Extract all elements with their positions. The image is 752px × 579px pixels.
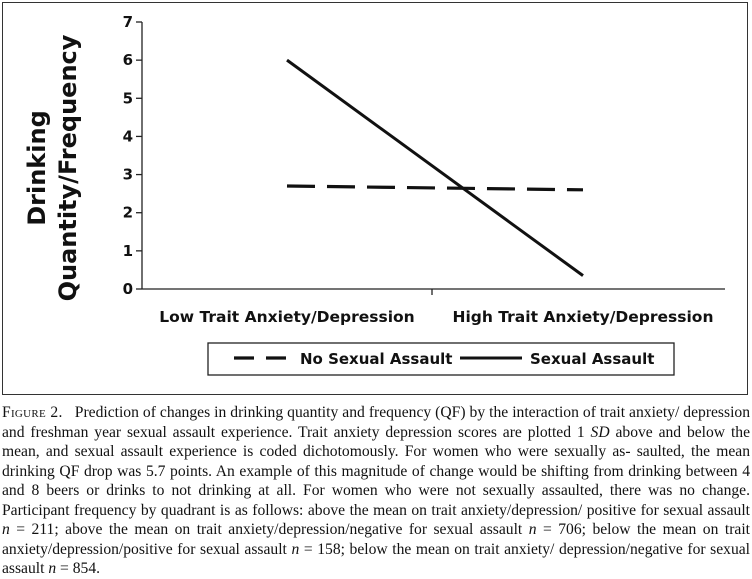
caption-italic-term: n <box>291 540 300 558</box>
series-line-sexual-assault <box>287 60 583 276</box>
y-tick-label: 5 <box>122 89 133 108</box>
series-line-no-sexual-assault <box>287 186 583 190</box>
caption-italic-term: n <box>48 560 57 577</box>
y-tick-label: 3 <box>122 165 133 184</box>
y-tick-label: 7 <box>122 13 133 31</box>
caption-italic-term: SD <box>590 423 610 441</box>
caption-body <box>2 404 750 577</box>
legend-label: No Sexual Assault <box>300 350 453 368</box>
y-tick-label: 6 <box>122 51 133 70</box>
caption-text: Prediction of changes in drinking quantity and frequency (QF) by the interaction of trait anxiety/ depression and freshman year sexual assault experience. Trait anxiety depression scores are plotted 1 <box>2 404 750 441</box>
caption-text: above and below the mean, and sexual assault experience is coded dichotomously. For women who were sexually as- saulted, the mean drinking QF drop was 5.7 points. An example of this magnitude of change would be shifting from drinking between 4 and 8 beers or drinks to not drinking at all. For women who were not sexually assaulted, there was no change. Participant frequency by quadrant is as follows: above the mean on trait anxiety/depression/ positive for sexual assault <box>2 423 750 519</box>
y-tick-label: 1 <box>122 241 133 260</box>
x-category-label: Low Trait Anxiety/Depression <box>159 308 415 326</box>
y-tick-label: 0 <box>122 280 133 298</box>
caption-italic-term: n <box>528 521 537 538</box>
legend-label: Sexual Assault <box>530 350 655 368</box>
caption-label: Figure 2. <box>2 404 63 421</box>
x-category-label: High Trait Anxiety/Depression <box>452 308 714 326</box>
y-tick-label: 4 <box>122 127 133 146</box>
caption-text: = 854. <box>56 560 101 577</box>
figure-caption <box>2 403 750 579</box>
y-axis-label: Drinking <box>23 110 51 226</box>
caption-italic-term: n <box>2 521 10 538</box>
caption-text: = 158; below the mean on trait anxiety/ depression/negative for sexual assault <box>2 540 751 577</box>
caption-text: = 211; above the mean on trait anxiety/depression/negative for sexual assault <box>9 521 529 538</box>
caption-text: = 706; below the mean on trait anxiety/depression/positive for sexual assault <box>2 521 750 558</box>
y-tick-label: 2 <box>122 203 133 222</box>
y-axis-label: Quantity/Frequency <box>54 34 82 302</box>
